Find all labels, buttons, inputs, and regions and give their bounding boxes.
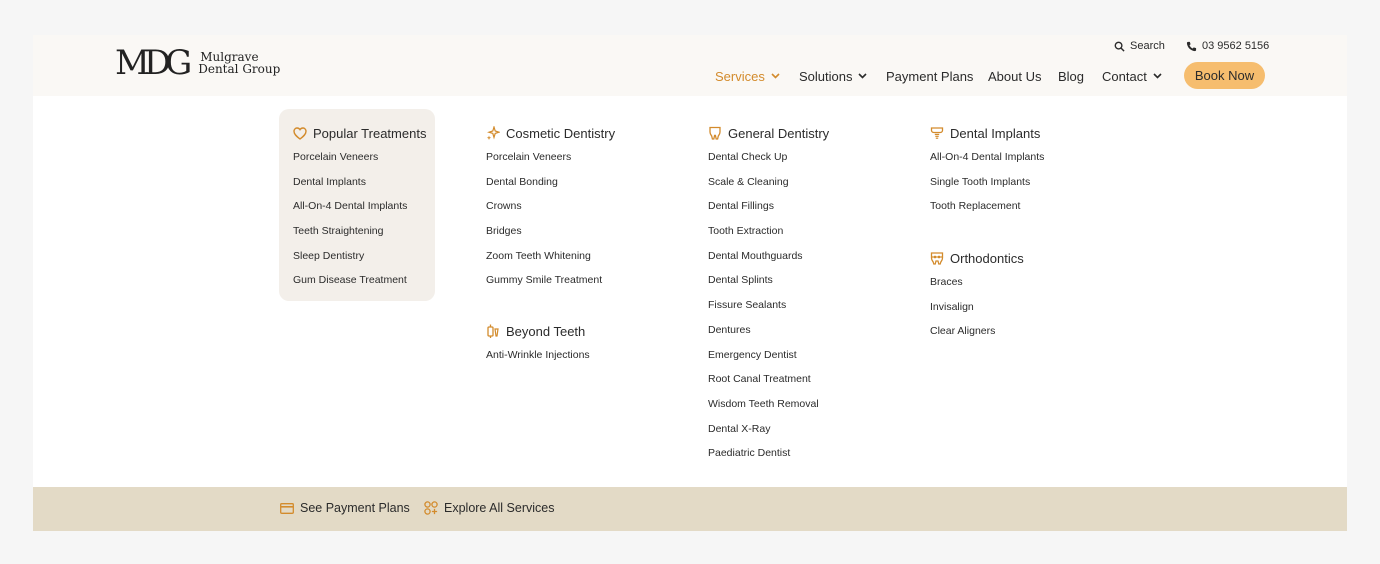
logo[interactable] — [115, 43, 281, 83]
menu-link[interactable]: Dental Implants — [293, 175, 366, 188]
logo-line-1: Mulgrave — [200, 50, 259, 64]
phone-link[interactable] — [1186, 40, 1269, 52]
menu-link[interactable]: Wisdom Teeth Removal — [708, 397, 819, 410]
menu-link[interactable]: Dental Check Up — [708, 151, 788, 163]
menu-link[interactable]: Fissure Sealants — [708, 299, 787, 312]
menu-heading-cosmetic[interactable] — [486, 124, 615, 142]
phone-icon — [1186, 41, 1197, 52]
logo-wordmark — [198, 51, 280, 75]
syringe-icon — [486, 324, 500, 338]
logo-line-2: Dental Group — [198, 62, 281, 76]
logo-mark: MDG — [115, 43, 187, 83]
menu-heading-implants-label: Dental Implants — [950, 125, 1041, 141]
menu-link[interactable]: Braces — [930, 276, 963, 288]
menu-footer — [33, 487, 1347, 531]
menu-heading-beyond[interactable] — [486, 322, 590, 340]
menu-column-general — [708, 124, 829, 472]
nav-solutions[interactable] — [799, 67, 867, 85]
menu-link[interactable]: Anti-Wrinkle Injections — [486, 349, 590, 361]
nav-blog[interactable] — [1058, 67, 1084, 85]
menu-link[interactable]: Paediatric Dentist — [708, 447, 791, 460]
menu-link[interactable]: Gummy Smile Treatment — [486, 274, 603, 287]
menu-list-popular — [293, 151, 426, 299]
menu-link[interactable]: Root Canal Treatment — [708, 373, 811, 386]
menu-list-implants — [930, 151, 1044, 225]
heart-icon — [293, 127, 307, 140]
menu-link[interactable]: Porcelain Veneers — [293, 151, 379, 163]
menu-link[interactable]: Single Tooth Implants — [930, 175, 1031, 188]
chevron-down-icon — [771, 73, 780, 79]
menu-column-beyond — [486, 322, 590, 374]
nav-payment-plans[interactable] — [886, 67, 973, 85]
card-icon — [280, 503, 294, 514]
menu-heading-ortho-label: Orthodontics — [950, 250, 1024, 266]
menu-link[interactable]: Porcelain Veneers — [486, 151, 572, 163]
menu-link[interactable]: Gum Disease Treatment — [293, 274, 407, 287]
menu-heading-cosmetic-label: Cosmetic Dentistry — [506, 125, 616, 141]
menu-link[interactable]: Dental Mouthguards — [708, 249, 803, 262]
grid-icon — [424, 501, 438, 515]
menu-column-popular — [293, 124, 426, 299]
menu-column-ortho — [930, 249, 1024, 350]
menu-link[interactable]: Clear Aligners — [930, 325, 996, 338]
site-frame — [33, 35, 1347, 531]
menu-column-implants — [930, 124, 1044, 225]
menu-link[interactable]: All-On-4 Dental Implants — [293, 200, 408, 213]
chevron-down-icon — [1153, 73, 1162, 79]
menu-link[interactable]: Zoom Teeth Whitening — [486, 249, 591, 262]
menu-column-cosmetic — [486, 124, 615, 299]
menu-link[interactable]: Dentures — [708, 323, 751, 336]
menu-link[interactable]: Dental X-Ray — [708, 422, 771, 435]
book-now-button[interactable]: Book Now — [1184, 62, 1265, 89]
phone-number: 03 9562 5156 — [1202, 40, 1270, 52]
menu-link[interactable]: Tooth Extraction — [708, 225, 784, 238]
menu-list-ortho — [930, 276, 1024, 350]
menu-heading-ortho[interactable] — [930, 249, 1024, 267]
menu-heading-general[interactable] — [708, 124, 829, 142]
nav-contact-label: Contact — [1102, 68, 1147, 84]
site-header — [33, 35, 1347, 96]
menu-link[interactable]: Sleep Dentistry — [293, 249, 365, 262]
nav-services-label: Services — [715, 68, 765, 84]
menu-link[interactable]: Dental Bonding — [486, 175, 558, 188]
menu-link[interactable]: Invisalign — [930, 300, 974, 313]
sparkle-icon — [486, 126, 500, 140]
braces-icon — [930, 251, 944, 265]
nav-services[interactable] — [715, 67, 780, 85]
menu-heading-popular[interactable] — [293, 124, 426, 142]
menu-link[interactable]: Tooth Replacement — [930, 200, 1021, 213]
menu-list-general — [708, 151, 829, 472]
menu-list-cosmetic — [486, 151, 615, 299]
menu-link[interactable]: All-On-4 Dental Implants — [930, 151, 1045, 163]
nav-contact[interactable] — [1102, 67, 1162, 85]
menu-link[interactable]: Scale & Cleaning — [708, 175, 789, 188]
search-icon — [1114, 41, 1125, 52]
tooth-icon — [708, 126, 722, 140]
nav-solutions-label: Solutions — [799, 68, 853, 84]
nav-payment-plans-label: Payment Plans — [886, 68, 974, 84]
menu-heading-beyond-label: Beyond Teeth — [506, 323, 586, 339]
explore-all-services-link[interactable] — [424, 501, 554, 515]
menu-heading-popular-label: Popular Treatments — [313, 125, 427, 141]
nav-about[interactable] — [988, 67, 1041, 85]
menu-link[interactable]: Crowns — [486, 200, 522, 213]
chevron-down-icon — [858, 73, 867, 79]
see-payment-plans-link[interactable] — [280, 501, 410, 515]
nav-blog-label: Blog — [1058, 68, 1085, 84]
nav-about-label: About Us — [988, 68, 1042, 84]
menu-link[interactable]: Dental Splints — [708, 274, 773, 287]
menu-link[interactable]: Bridges — [486, 225, 522, 238]
search-label: Search — [1130, 40, 1165, 52]
menu-list-beyond — [486, 349, 590, 374]
see-payment-plans-label: See Payment Plans — [300, 501, 410, 515]
implant-icon — [930, 126, 944, 140]
menu-heading-general-label: General Dentistry — [728, 125, 830, 141]
menu-link[interactable]: Emergency Dentist — [708, 348, 797, 361]
explore-all-services-label: Explore All Services — [444, 501, 555, 515]
menu-link[interactable]: Dental Fillings — [708, 200, 774, 213]
menu-heading-implants[interactable] — [930, 124, 1044, 142]
search-link[interactable] — [1114, 40, 1165, 52]
menu-link[interactable]: Teeth Straightening — [293, 225, 384, 238]
